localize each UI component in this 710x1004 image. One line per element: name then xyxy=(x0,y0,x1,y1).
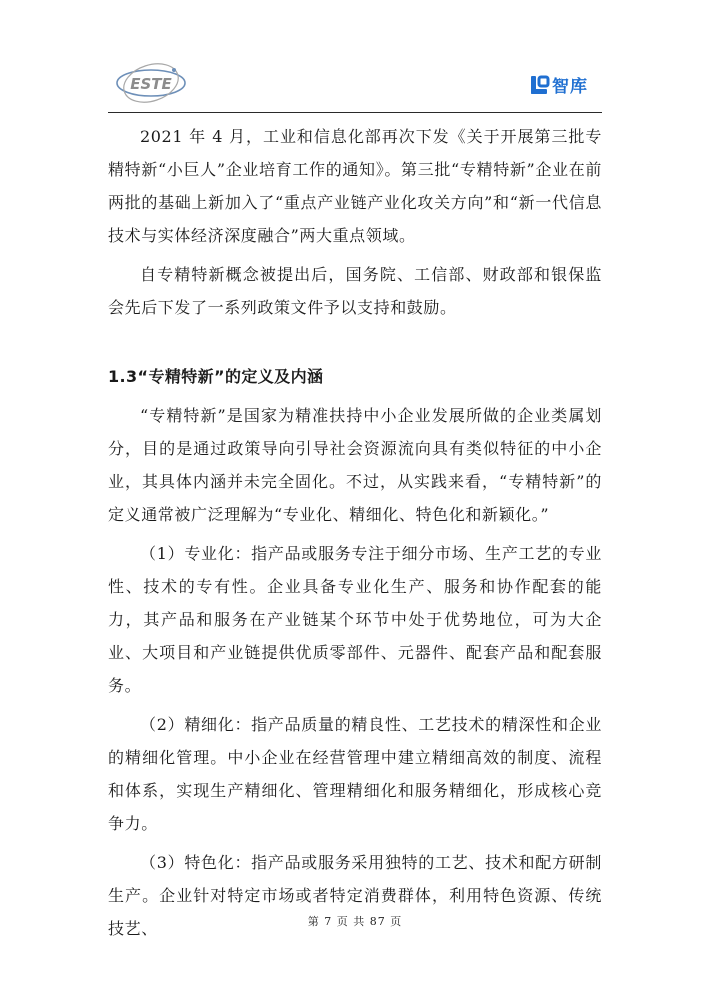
zhiku-logo xyxy=(530,72,588,97)
section-heading: 1.3“专精特新”的定义及内涵 xyxy=(108,367,324,386)
header-divider xyxy=(108,112,602,113)
paragraph: 2021 年 4 月，工业和信息化部再次下发《关于开展第三批专精特新“小巨人”企业培育工作的通知》。第三批“专精特新”企业在前两批的基础上新加入了“重点产业链产业化攻关方向”和“新一代信息技术与实体经济深度融合”两大重点领域。 xyxy=(108,127,602,245)
brand-mark-icon xyxy=(530,75,550,95)
paragraph: （1）专业化：指产品或服务专注于细分市场、生产工艺的专业性、技术的专有性。企业具备专业化生产、服务和协作配套的能力，其产品和服务在产业链某个环节中处于优势地位，可为大企业、大项目和产业链提供优质零部件、元器件、配套产品和配套服务。 xyxy=(108,544,602,695)
page-number: 第 7 页 共 87 页 xyxy=(307,915,403,928)
paragraph: （2）精细化：指产品质量的精良性、工艺技术的精深性和企业的精细化管理。中小企业在经营管理中建立精细高效的制度、流程和体系，实现生产精细化、管理精细化和服务精细化，形成核心竞争力。 xyxy=(108,715,602,833)
este-logo xyxy=(112,60,190,106)
paragraph: “专精特新”是国家为精准扶持中小企业发展所做的企业类属划分，目的是通过政策导向引导社会资源流向具有类似特征的中小企业，其具体内涵并未完全固化。不过，从实践来看，“专精特新”的定义通常被广泛理解为“专业化、精细化、特色化和新颖化。” xyxy=(108,406,602,524)
este-logo-text: ESTE xyxy=(130,75,172,93)
paragraph: （3）特色化：指产品或服务采用独特的工艺、技术和配方研制生产。企业针对特定市场或者特定消费群体，利用特色资源、传统技艺、 xyxy=(108,853,602,938)
paragraph: 自专精特新概念被提出后，国务院、工信部、财政部和银保监会先后下发了一系列政策文件予以支持和鼓励。 xyxy=(108,265,602,317)
document-body xyxy=(108,120,602,951)
zhiku-logo-text: 智库 xyxy=(552,77,588,97)
